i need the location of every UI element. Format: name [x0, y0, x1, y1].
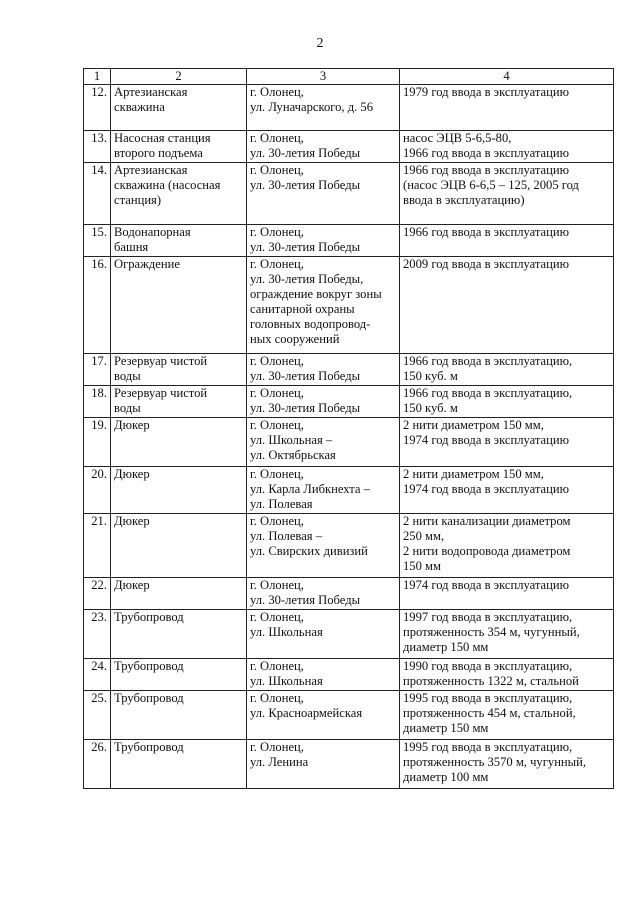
object-name-line: Дюкер [114, 467, 150, 481]
object-name-line: Трубопровод [114, 740, 184, 754]
row-number: 20. [84, 467, 111, 514]
info-line: 150 мм [403, 559, 441, 573]
info-line: 1966 год ввода в эксплуатацию [403, 163, 570, 177]
address-cell [247, 467, 400, 514]
row-number: 14. [84, 163, 111, 225]
address-line: ул. Полевая – [250, 529, 323, 543]
address-cell [247, 418, 400, 467]
object-name-line: Резервуар чистой [114, 354, 208, 368]
object-name-line: Водонапорная [114, 225, 191, 239]
address-line: ул. Школьная [250, 674, 323, 688]
row-number: 17. [84, 354, 111, 386]
table-row [84, 659, 614, 691]
address-line: г. Олонец, [250, 386, 304, 400]
info-line: ввода в эксплуатацию) [403, 193, 525, 207]
address-cell [247, 610, 400, 659]
info-line: 1995 год ввода в эксплуатацию, [403, 691, 573, 705]
info-line: 1966 год ввода в эксплуатацию, [403, 386, 573, 400]
table-row [84, 467, 614, 514]
object-name-line: Резервуар чистой [114, 386, 208, 400]
address-line: ул. Свирских дивизий [250, 544, 368, 558]
row-number: 26. [84, 740, 111, 789]
info-line: 1997 год ввода в эксплуатацию, [403, 610, 573, 624]
info-line: 2009 год ввода в эксплуатацию [403, 257, 570, 271]
table-row [84, 418, 614, 467]
row-number: 15. [84, 225, 111, 257]
row-number: 23. [84, 610, 111, 659]
object-name-line: Ограждение [114, 257, 180, 271]
object-name-cell [111, 386, 247, 418]
table-row [84, 610, 614, 659]
info-line: 1979 год ввода в эксплуатацию [403, 85, 570, 99]
object-name-cell [111, 467, 247, 514]
object-name-line: Артезианская [114, 85, 188, 99]
object-name-line: Насосная станция [114, 131, 211, 145]
address-cell [247, 578, 400, 610]
row-number: 13. [84, 131, 111, 163]
info-cell [400, 163, 614, 225]
header-cell-2: 2 [111, 69, 247, 85]
header-cell-4: 4 [400, 69, 614, 85]
info-line: протяженность 3570 м, чугунный, [403, 755, 587, 769]
object-name-line: Дюкер [114, 418, 150, 432]
info-cell [400, 467, 614, 514]
object-name-line: Трубопровод [114, 691, 184, 705]
address-line: г. Олонец, [250, 691, 304, 705]
address-line: г. Олонец, [250, 659, 304, 673]
info-line: 1974 год ввода в эксплуатацию [403, 578, 570, 592]
address-line: г. Олонец, [250, 514, 304, 528]
object-name-cell [111, 257, 247, 354]
info-cell [400, 131, 614, 163]
info-cell [400, 418, 614, 467]
row-number: 21. [84, 514, 111, 578]
info-line: 2 нити диаметром 150 мм, [403, 467, 544, 481]
object-name-line: воды [114, 401, 141, 415]
objects-table [83, 68, 614, 789]
info-line: диаметр 100 мм [403, 770, 489, 784]
object-name-line: Трубопровод [114, 610, 184, 624]
info-line: 1974 год ввода в эксплуатацию [403, 482, 570, 496]
row-number: 16. [84, 257, 111, 354]
address-line: ул. Ленина [250, 755, 309, 769]
address-line: ул. 30-летия Победы [250, 240, 361, 254]
info-line: (насос ЭЦВ 6-6,5 – 125, 2005 год [403, 178, 579, 192]
object-name-cell [111, 514, 247, 578]
table-row [84, 578, 614, 610]
row-number: 22. [84, 578, 111, 610]
object-name-line: башня [114, 240, 149, 254]
info-line: протяженность 1322 м, стальной [403, 674, 579, 688]
info-line: протяженность 454 м, стальной, [403, 706, 576, 720]
address-line: санитарной охраны [250, 302, 355, 316]
address-line: ул. Луначарского, д. 56 [250, 100, 374, 114]
address-line: ул. Красноармейская [250, 706, 363, 720]
object-name-cell [111, 354, 247, 386]
address-line: г. Олонец, [250, 354, 304, 368]
table-row [84, 163, 614, 225]
row-number: 12. [84, 85, 111, 131]
address-line: ул. Школьная [250, 625, 323, 639]
address-line: г. Олонец, [250, 740, 304, 754]
object-name-cell [111, 131, 247, 163]
info-line: 2 нити канализации диаметром [403, 514, 571, 528]
table-row [84, 354, 614, 386]
address-line: г. Олонец, [250, 610, 304, 624]
info-line: 2 нити водопровода диаметром [403, 544, 571, 558]
info-cell [400, 85, 614, 131]
address-cell [247, 659, 400, 691]
info-cell [400, 578, 614, 610]
address-line: ул. 30-летия Победы [250, 401, 361, 415]
info-cell [400, 740, 614, 789]
address-cell [247, 85, 400, 131]
header-cell-1: 1 [84, 69, 111, 85]
address-line: ограждение вокруг зоны [250, 287, 382, 301]
info-cell [400, 386, 614, 418]
info-line: насос ЭЦВ 5-6,5-80, [403, 131, 512, 145]
address-line: г. Олонец, [250, 163, 304, 177]
table-row [84, 691, 614, 740]
info-line: 1995 год ввода в эксплуатацию, [403, 740, 573, 754]
row-number: 24. [84, 659, 111, 691]
table-row [84, 740, 614, 789]
info-line: 150 куб. м [403, 401, 458, 415]
address-line: г. Олонец, [250, 225, 304, 239]
info-line: 150 куб. м [403, 369, 458, 383]
info-line: 250 мм, [403, 529, 445, 543]
object-name-line: станция) [114, 193, 162, 207]
info-cell [400, 257, 614, 354]
info-line: 1966 год ввода в эксплуатацию [403, 225, 570, 239]
info-cell [400, 610, 614, 659]
info-line: 1966 год ввода в эксплуатацию [403, 146, 570, 160]
table-row [84, 386, 614, 418]
address-line: г. Олонец, [250, 467, 304, 481]
object-name-cell [111, 659, 247, 691]
address-line: ул. 30-летия Победы, [250, 272, 364, 286]
address-cell [247, 514, 400, 578]
address-line: ул. Карла Либкнехта – [250, 482, 370, 496]
address-line: ул. 30-летия Победы [250, 146, 361, 160]
object-name-line: Дюкер [114, 578, 150, 592]
info-cell [400, 225, 614, 257]
object-name-cell [111, 163, 247, 225]
address-line: головных водопровод- [250, 317, 371, 331]
info-cell [400, 514, 614, 578]
address-line: г. Олонец, [250, 257, 304, 271]
address-cell [247, 740, 400, 789]
object-name-line: второго подъема [114, 146, 203, 160]
address-line: ных сооружений [250, 332, 340, 346]
info-cell [400, 354, 614, 386]
table-header-row [84, 69, 614, 85]
object-name-line: скважина [114, 100, 165, 114]
address-line: г. Олонец, [250, 131, 304, 145]
object-name-cell [111, 418, 247, 467]
header-cell-3: 3 [247, 69, 400, 85]
address-cell [247, 163, 400, 225]
info-line: диаметр 150 мм [403, 640, 489, 654]
address-cell [247, 131, 400, 163]
object-name-cell [111, 610, 247, 659]
info-line: протяженность 354 м, чугунный, [403, 625, 580, 639]
address-cell [247, 257, 400, 354]
address-line: ул. Октябрьская [250, 448, 336, 462]
address-line: ул. Школьная – [250, 433, 333, 447]
table-row [84, 257, 614, 354]
table-row [84, 131, 614, 163]
address-cell [247, 386, 400, 418]
info-line: 1974 год ввода в эксплуатацию [403, 433, 570, 447]
row-number: 18. [84, 386, 111, 418]
object-name-cell [111, 691, 247, 740]
object-name-cell [111, 578, 247, 610]
info-cell [400, 691, 614, 740]
object-name-line: воды [114, 369, 141, 383]
address-line: г. Олонец, [250, 85, 304, 99]
row-number: 19. [84, 418, 111, 467]
info-line: диаметр 150 мм [403, 721, 489, 735]
address-cell [247, 354, 400, 386]
object-name-cell [111, 85, 247, 131]
address-line: ул. 30-летия Победы [250, 593, 361, 607]
info-line: 2 нити диаметром 150 мм, [403, 418, 544, 432]
table-row [84, 514, 614, 578]
table-row [84, 225, 614, 257]
address-cell [247, 691, 400, 740]
address-line: г. Олонец, [250, 578, 304, 592]
object-name-line: Артезианская [114, 163, 188, 177]
address-line: г. Олонец, [250, 418, 304, 432]
row-number: 25. [84, 691, 111, 740]
info-line: 1966 год ввода в эксплуатацию, [403, 354, 573, 368]
object-name-line: Дюкер [114, 514, 150, 528]
table-row [84, 85, 614, 131]
address-cell [247, 225, 400, 257]
object-name-cell [111, 225, 247, 257]
address-line: ул. 30-летия Победы [250, 178, 361, 192]
address-line: ул. 30-летия Победы [250, 369, 361, 383]
object-name-line: скважина (насосная [114, 178, 221, 192]
object-name-line: Трубопровод [114, 659, 184, 673]
address-line: ул. Полевая [250, 497, 313, 511]
object-name-cell [111, 740, 247, 789]
info-cell [400, 659, 614, 691]
info-line: 1990 год ввода в эксплуатацию, [403, 659, 573, 673]
table-body [84, 69, 614, 789]
page-number: 2 [316, 36, 324, 51]
